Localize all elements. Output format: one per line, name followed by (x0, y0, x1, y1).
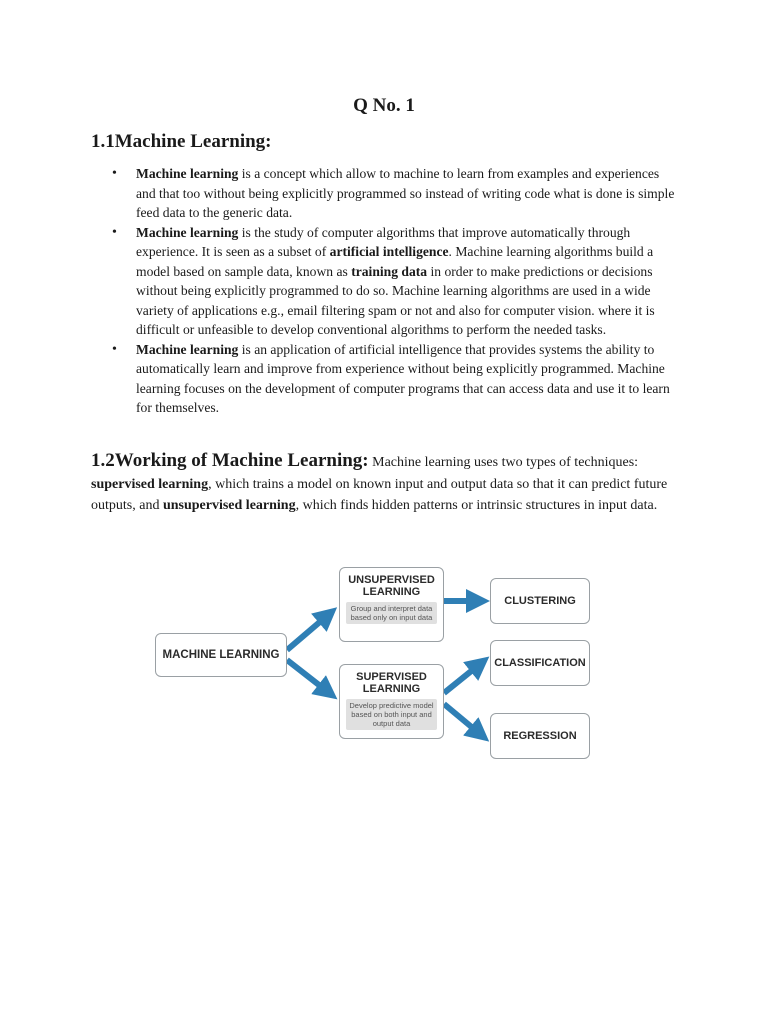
highlight-term: training data (351, 263, 428, 279)
node-label: MACHINE LEARNING (162, 649, 280, 661)
bullet-icon: • (112, 166, 117, 181)
definition-text: is a concept which allow to machine to learn from examples and experiences and that too without being explicitly programmed so instead of writing code what is done is simple feed data to the generic data. (136, 166, 675, 220)
list-item (112, 340, 682, 418)
node-label: CLASSIFICATION (494, 657, 586, 669)
definition-text: is the study of computer algorithms that improve automatically through experience. It is seen as a subset of (136, 224, 631, 259)
term: Machine learning (136, 224, 239, 240)
node-label: LEARNING (362, 586, 421, 598)
paragraph-text: , which finds hidden patterns or intrinsic structures in input data. (295, 498, 658, 513)
ml-types-diagram (150, 560, 595, 770)
term: Machine learning (136, 341, 239, 357)
regression-node (490, 713, 590, 759)
machine-learning-node (155, 633, 287, 677)
working-paragraph (91, 450, 671, 517)
highlight-term: unsupervised learning (162, 498, 296, 513)
term: Machine learning (136, 166, 239, 181)
classification-node (490, 640, 590, 686)
paragraph-text: , which trains a model on known input and output data so that it can predict future outputs, and (91, 476, 668, 513)
node-label: UNSUPERVISED (348, 574, 435, 586)
node-label: REGRESSION (503, 730, 577, 742)
section-heading-machine-learning: 1.1Machine Learning: (91, 131, 272, 152)
definition-list (112, 164, 682, 418)
definition-text: in order to make predictions or decisions without being explicitly programmed to do so. Machine learning algorithms are used in a wide variety of applications e.g., email filtering spam or not and also for computer vision. where it is difficult or unfeasible to develop conventional algorithms to perform the needed tasks. (136, 263, 655, 337)
arrow-to-regression-icon (444, 704, 480, 734)
highlight-term: artificial intelligence (329, 244, 449, 259)
arrow-to-supervised-icon (287, 660, 328, 692)
arrow-to-classification-icon (444, 664, 480, 693)
list-item (112, 164, 682, 223)
definition-text: is an application of artificial intelligence that provides systems the ability to automatically learn and improve from experience without being explicitly programmed. Machine learning focuses on the development of computer programs that can access data and use it to learn for themselves. (136, 341, 670, 415)
arrow-to-unsupervised-icon (287, 615, 328, 650)
highlight-term: supervised learning (91, 476, 209, 492)
bullet-icon: • (112, 341, 117, 357)
node-label: LEARNING (362, 683, 421, 695)
supervised-learning-node (339, 664, 444, 739)
node-label: SUPERVISED (356, 671, 427, 683)
page-title: Q No. 1 (353, 95, 415, 116)
section-heading-working: 1.2Working of Machine Learning: (91, 450, 369, 471)
clustering-node (490, 578, 590, 624)
node-description: Develop predictive model based on both input and output data (346, 699, 437, 730)
bullet-icon: • (112, 224, 117, 240)
node-label: CLUSTERING (504, 595, 576, 607)
definition-text: . Machine learning algorithms build a model based on sample data, known as (136, 244, 654, 279)
list-item (112, 223, 682, 340)
node-description: Group and interpret data based only on input data (346, 602, 437, 624)
paragraph-text: Machine learning uses two types of techniques: (368, 455, 639, 470)
unsupervised-learning-node (339, 567, 444, 642)
